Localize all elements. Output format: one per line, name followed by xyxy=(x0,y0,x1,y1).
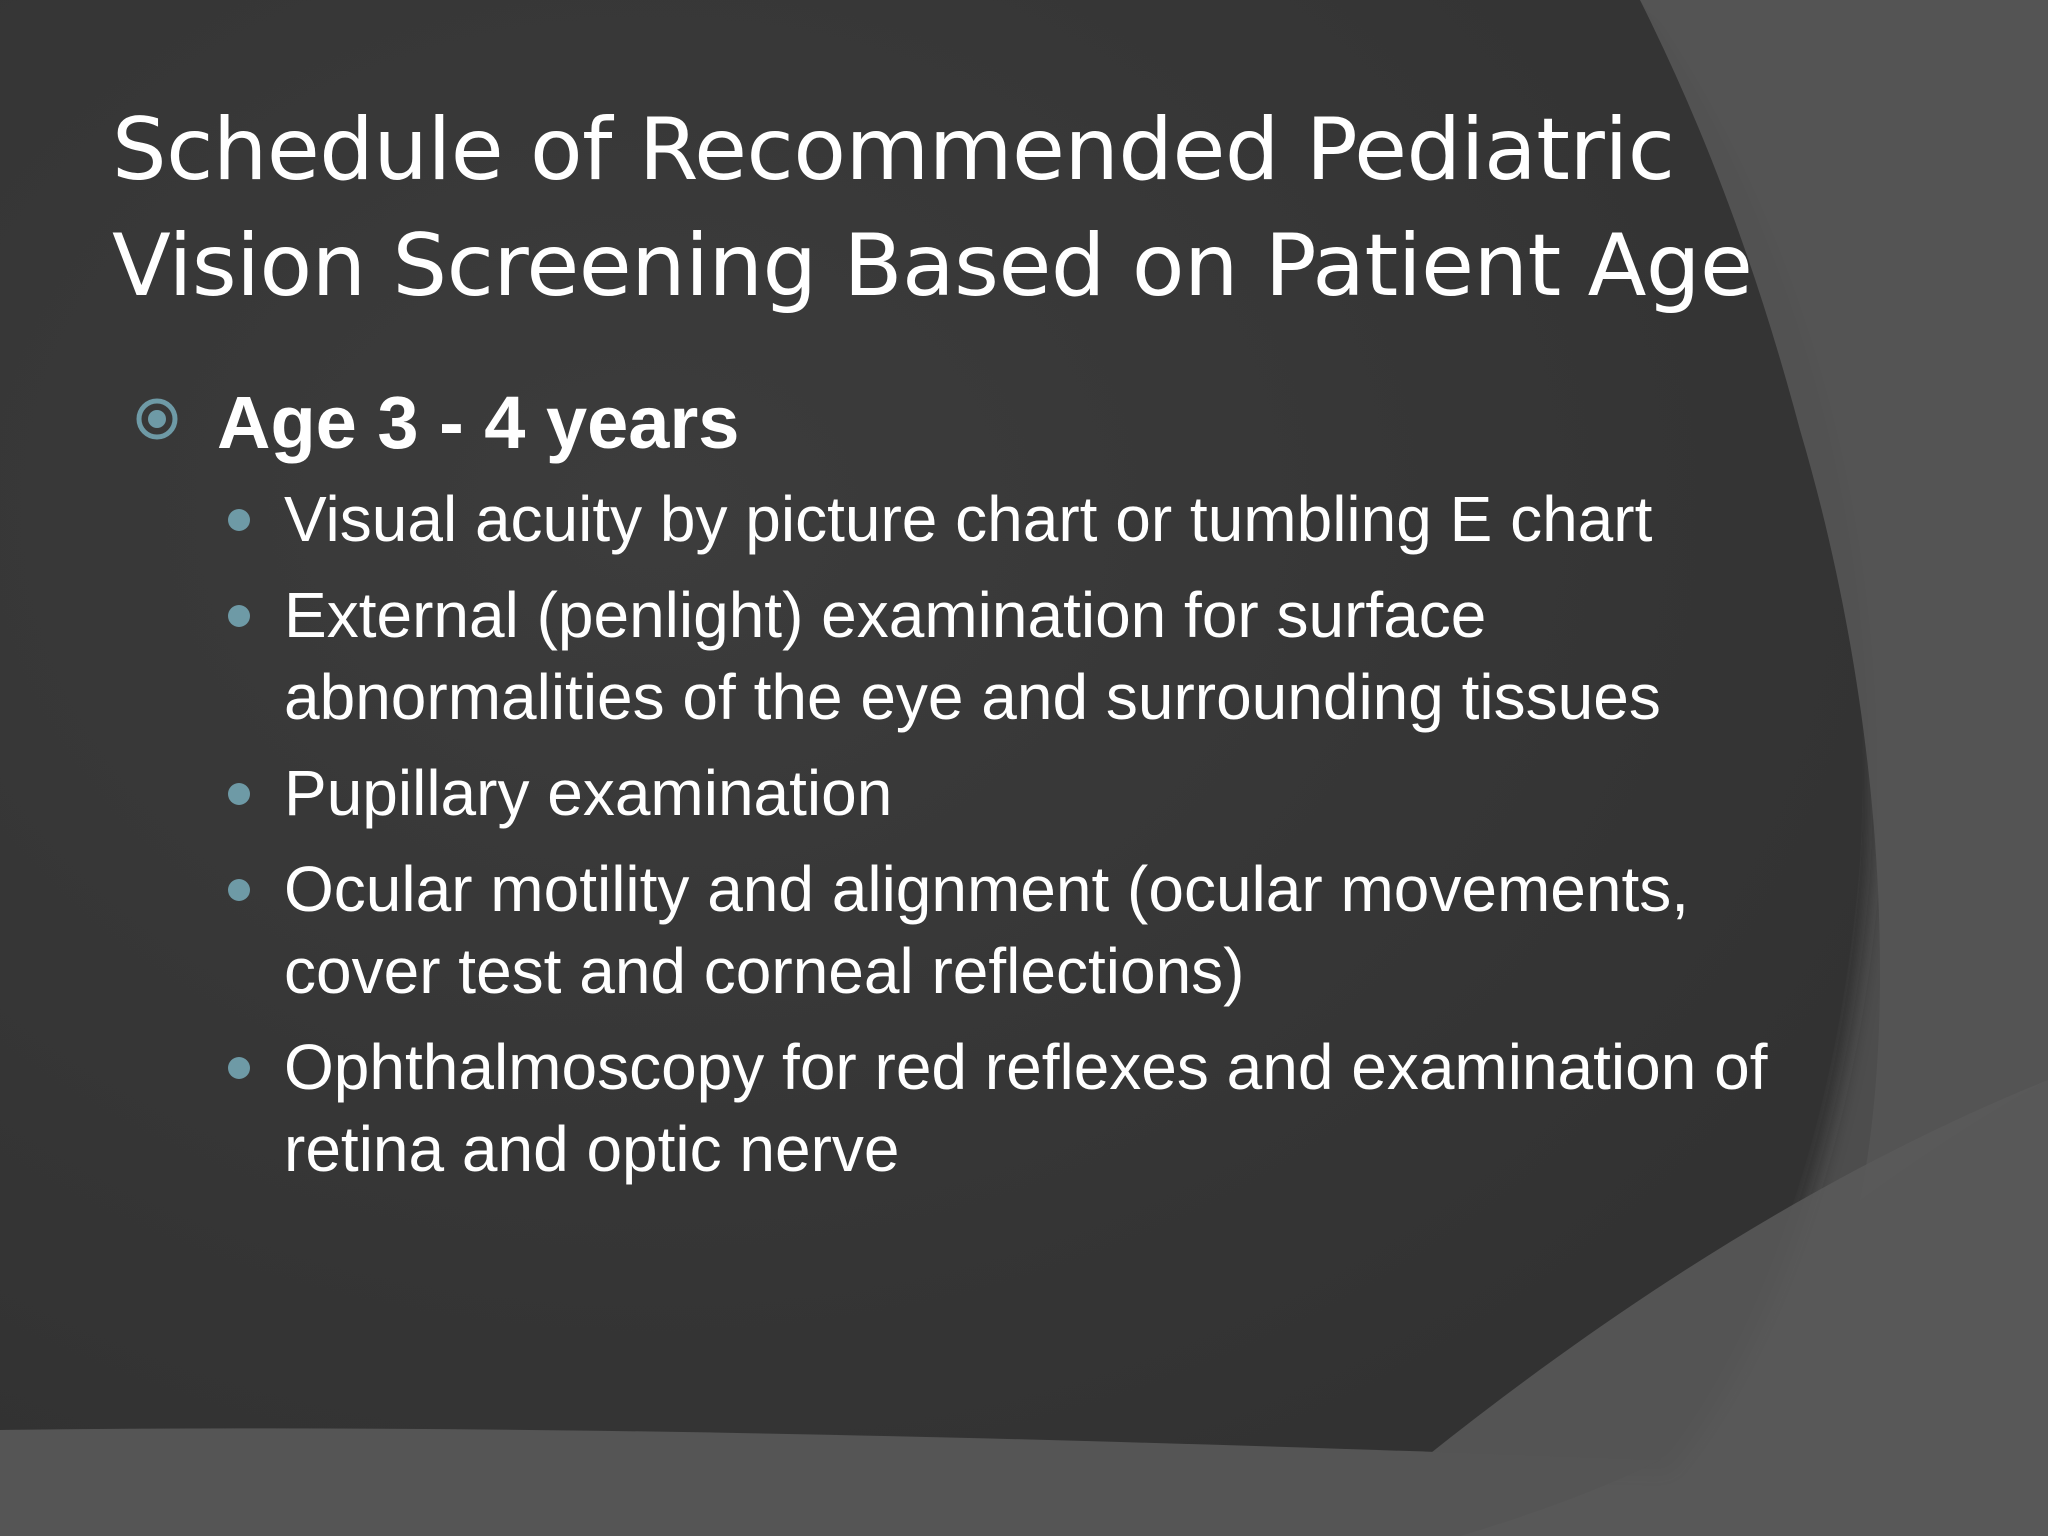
list-item-text: Ocular motility and alignment (ocular movements, cover test and corneal reflections) xyxy=(284,853,1689,1007)
list-item xyxy=(228,478,1828,560)
title-line-2: Vision Screening Based on Patient Age xyxy=(112,216,1753,316)
target-circle-icon xyxy=(135,397,179,441)
screening-list xyxy=(228,478,1828,1204)
list-item xyxy=(228,848,1828,1012)
list-item xyxy=(228,574,1828,738)
list-item-text: Ophthalmoscopy for red reflexes and examination of retina and optic nerve xyxy=(284,1031,1768,1185)
list-item xyxy=(228,752,1828,834)
list-item-text: Pupillary examination xyxy=(284,757,893,829)
dot-icon xyxy=(228,879,250,901)
list-item-text: External (penlight) examination for surface abnormalities of the eye and surrounding tissues xyxy=(284,579,1661,733)
dot-icon xyxy=(228,605,250,627)
list-item-text: Visual acuity by picture chart or tumbling E chart xyxy=(284,483,1653,555)
list-item xyxy=(228,1026,1828,1190)
dot-icon xyxy=(228,1057,250,1079)
age-heading: Age 3 - 4 years xyxy=(217,381,740,464)
dot-icon xyxy=(228,509,250,531)
dot-icon xyxy=(228,783,250,805)
title-line-1: Schedule of Recommended Pediatric xyxy=(112,100,1675,200)
